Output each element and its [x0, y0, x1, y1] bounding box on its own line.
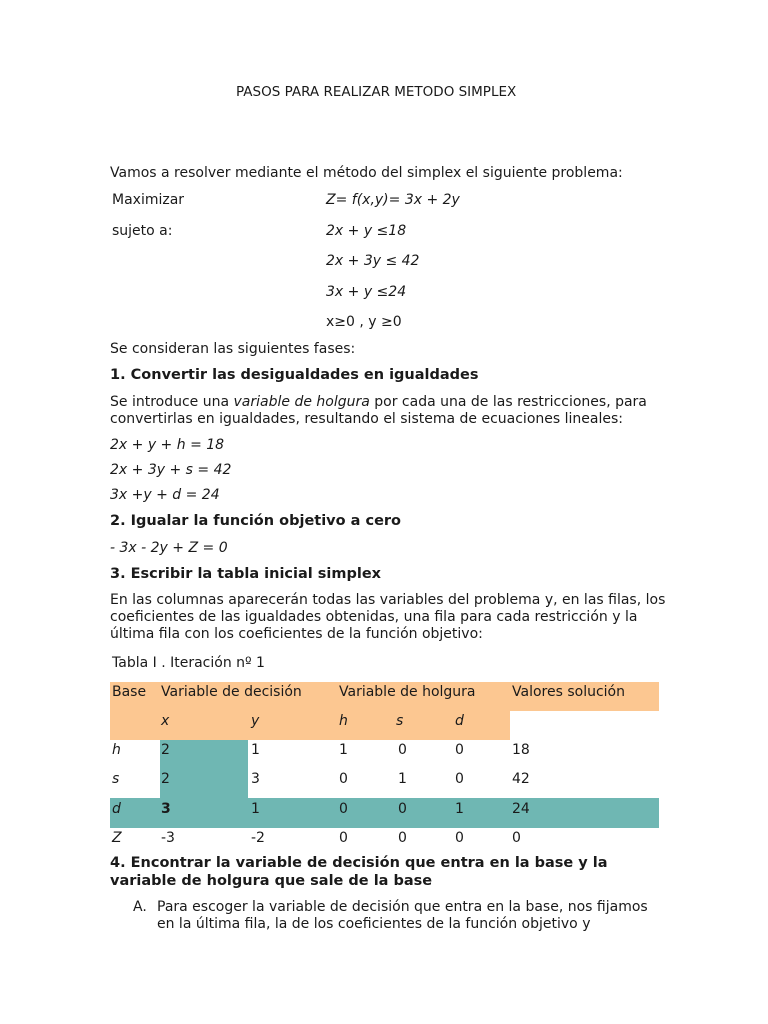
table-cell: 0	[512, 830, 521, 846]
table-cell: 0	[339, 801, 348, 817]
table-cell: -2	[251, 830, 265, 846]
table-cell: 18	[512, 742, 530, 758]
step2-equation: - 3x - 2y + Z = 0	[110, 540, 228, 556]
table-cell: 0	[339, 830, 348, 846]
subject-to-label: sujeto a:	[112, 223, 173, 239]
step1-paragraph	[110, 394, 670, 428]
subheader-y: y	[251, 713, 260, 729]
subheader-h: h	[339, 713, 348, 729]
constraint-3: 3x + y ≤24	[326, 284, 407, 300]
header-solution-values: Valores solución	[512, 684, 625, 700]
intro-text: Vamos a resolver mediante el método del simplex el siguiente problema:	[110, 165, 623, 181]
list-marker-a: A.	[133, 899, 147, 915]
table-cell: 1	[455, 801, 464, 817]
table-cell: 0	[339, 771, 348, 787]
header-base: Base	[112, 684, 147, 700]
table-cell: 0	[398, 742, 407, 758]
subheader-d: d	[455, 713, 464, 729]
equation-1: 2x + y + h = 18	[110, 437, 225, 453]
table-cell: 0	[455, 742, 464, 758]
row-base-d: d	[112, 801, 121, 817]
table-cell: 1	[251, 742, 260, 758]
maximize-label: Maximizar	[112, 192, 185, 208]
list-item-a-line1: Para escoger la variable de decisión que entra en la base, nos fijamos	[157, 899, 648, 915]
constraint-1: 2x + y ≤18	[326, 223, 407, 239]
header-decision-variable: Variable de decisión	[161, 684, 302, 700]
table-cell: 2	[161, 771, 170, 787]
step1-text-a: Se introduce una	[110, 394, 234, 410]
table-cell: 0	[455, 830, 464, 846]
subheader-s: s	[396, 713, 404, 729]
row-base-s: s	[112, 771, 120, 787]
row-base-h: h	[112, 742, 121, 758]
step1-heading: 1. Convertir las desigualdades en igualdades	[110, 367, 479, 383]
table-cell: 1	[398, 771, 407, 787]
table-cell: 42	[512, 771, 530, 787]
table-subheader-bg	[110, 711, 510, 740]
table-cell: 24	[512, 801, 530, 817]
constraint-2: 2x + 3y ≤ 42	[326, 253, 420, 269]
non-negativity: x≥0 , y ≥0	[326, 314, 402, 330]
equation-2: 2x + 3y + s = 42	[110, 462, 232, 478]
step4-heading-line2: variable de holgura que sale de la base	[110, 873, 433, 889]
step1-text-italic: variable de holgura	[233, 394, 370, 410]
table-cell: 1	[339, 742, 348, 758]
table-cell: 0	[398, 801, 407, 817]
pivot-element: 3	[161, 801, 171, 817]
table-cell: -3	[161, 830, 175, 846]
table-cell: 0	[398, 830, 407, 846]
equation-3: 3x +y + d = 24	[110, 487, 220, 503]
phases-intro: Se consideran las siguientes fases:	[110, 341, 356, 357]
step1-text-b: por cada una de las restricciones, para convertirlas en igualdades, resultando el sistema de ecuaciones lineales:	[110, 394, 647, 427]
table-cell: 2	[161, 742, 170, 758]
step4-heading-line1: 4. Encontrar la variable de decisión que entra en la base y la	[110, 855, 608, 871]
list-item-a-line2: en la última fila, la de los coeficientes de la función objetivo y	[157, 916, 591, 932]
step3-paragraph: En las columnas aparecerán todas las variables del problema y, en las filas, los coeficientes de las igualdades obtenidas, una fila para cada restricción y la última fila con los coeficientes de la función objetivo:	[110, 592, 666, 642]
table-cell: 1	[251, 801, 260, 817]
step3-heading: 3. Escribir la tabla inicial simplex	[110, 566, 382, 582]
table-caption: Tabla I . Iteración nº 1	[112, 655, 265, 671]
table-cell: 3	[251, 771, 260, 787]
objective-function: Z= f(x,y)= 3x + 2y	[326, 192, 460, 208]
header-slack-variable: Variable de holgura	[339, 684, 476, 700]
step2-heading: 2. Igualar la función objetivo a cero	[110, 513, 402, 529]
page-title: PASOS PARA REALIZAR METODO SIMPLEX	[236, 84, 517, 100]
table-cell: 0	[455, 771, 464, 787]
row-base-z: Z	[112, 830, 122, 846]
subheader-x: x	[161, 713, 170, 729]
pivot-row	[110, 798, 659, 828]
